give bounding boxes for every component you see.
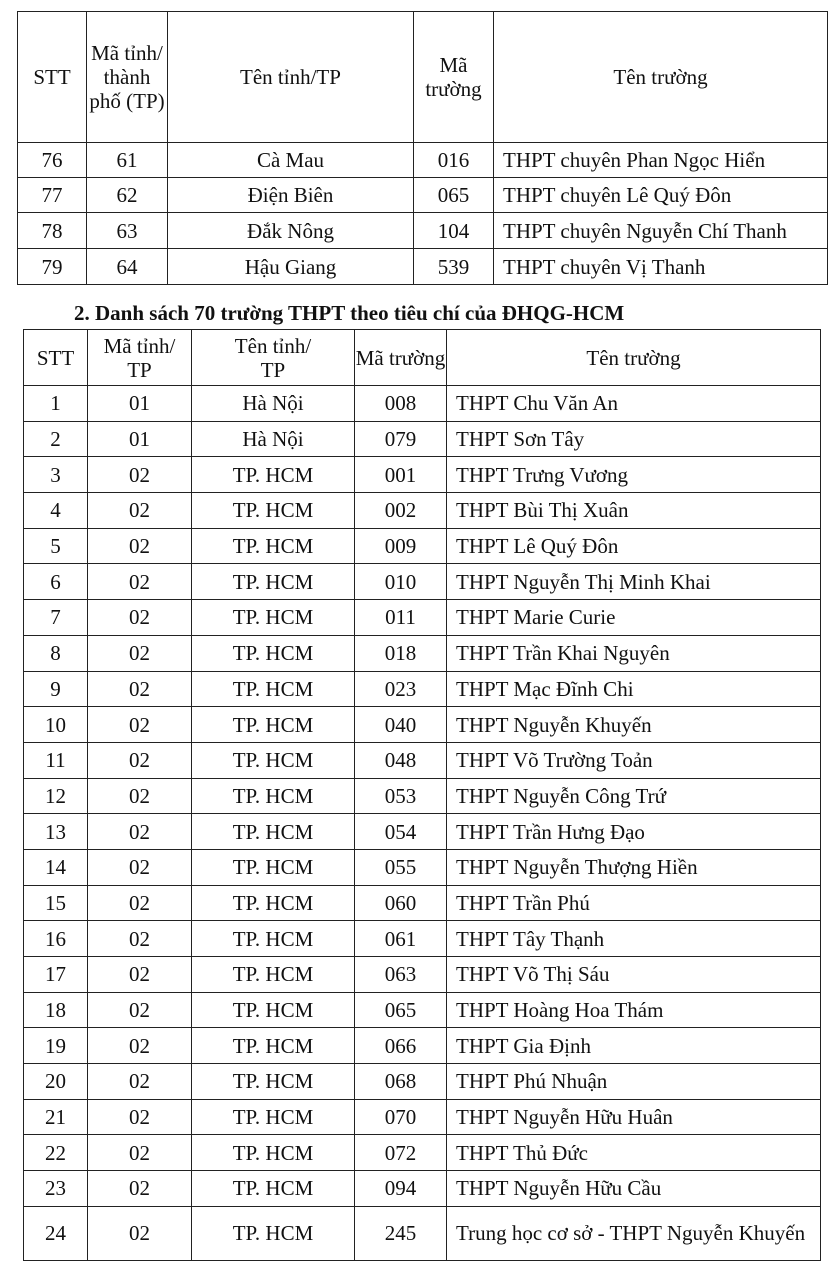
- table-row: [24, 635, 821, 671]
- school-code-cell: 009: [355, 528, 447, 564]
- table-row: [24, 671, 821, 707]
- stt-cell: 13: [24, 814, 88, 850]
- province-name-cell: TP. HCM: [192, 1028, 355, 1064]
- table-row: [18, 213, 828, 249]
- school-name-cell: THPT Phú Nhuận: [447, 1064, 821, 1100]
- table-row: [24, 885, 821, 921]
- stt-cell: 16: [24, 921, 88, 957]
- school-name-cell: THPT Bùi Thị Xuân: [447, 493, 821, 529]
- school-name-cell: THPT Nguyễn Thượng Hiền: [447, 849, 821, 885]
- province-name-cell: TP. HCM: [192, 457, 355, 493]
- table-row: [24, 778, 821, 814]
- province-code-cell: 02: [88, 528, 192, 564]
- province-name-cell: TP. HCM: [192, 742, 355, 778]
- table-row: [24, 528, 821, 564]
- school-name-cell: Trung học cơ sở - THPT Nguyễn Khuyến: [447, 1206, 821, 1260]
- stt-cell: 1: [24, 386, 88, 422]
- school-code-cell: 065: [414, 178, 494, 213]
- school-name-cell: THPT Trần Phú: [447, 885, 821, 921]
- province-code-cell: 02: [88, 957, 192, 993]
- table-row: [18, 178, 828, 213]
- school-name-cell: THPT Marie Curie: [447, 600, 821, 636]
- header-province-name: Tên tỉnh/ TP: [192, 330, 355, 386]
- school-name-cell: THPT Lê Quý Đôn: [447, 528, 821, 564]
- school-name-cell: THPT Võ Thị Sáu: [447, 957, 821, 993]
- school-code-cell: 061: [355, 921, 447, 957]
- province-code-cell: 02: [88, 493, 192, 529]
- school-name-cell: THPT Thủ Đức: [447, 1135, 821, 1171]
- province-code-cell: 61: [87, 143, 168, 178]
- table-row: [24, 421, 821, 457]
- school-name-cell: THPT Võ Trường Toản: [447, 742, 821, 778]
- school-name-cell: THPT Gia Định: [447, 1028, 821, 1064]
- province-name-cell: TP. HCM: [192, 1171, 355, 1207]
- table-row: [24, 742, 821, 778]
- school-name-cell: THPT Sơn Tây: [447, 421, 821, 457]
- province-name-cell: TP. HCM: [192, 885, 355, 921]
- province-name-cell: TP. HCM: [192, 600, 355, 636]
- school-code-cell: 104: [414, 213, 494, 249]
- school-code-cell: 079: [355, 421, 447, 457]
- school-code-cell: 023: [355, 671, 447, 707]
- stt-cell: 7: [24, 600, 88, 636]
- table-row: [24, 457, 821, 493]
- province-name-cell: TP. HCM: [192, 493, 355, 529]
- province-name-cell: TP. HCM: [192, 635, 355, 671]
- province-name-cell: Hậu Giang: [168, 249, 414, 285]
- province-code-cell: 02: [88, 707, 192, 743]
- school-name-cell: THPT Tây Thạnh: [447, 921, 821, 957]
- province-code-cell: 02: [88, 671, 192, 707]
- school-code-cell: 070: [355, 1099, 447, 1135]
- province-code-cell: 02: [88, 849, 192, 885]
- province-code-cell: 02: [88, 885, 192, 921]
- province-name-cell: TP. HCM: [192, 957, 355, 993]
- province-name-cell: TP. HCM: [192, 564, 355, 600]
- stt-cell: 2: [24, 421, 88, 457]
- stt-cell: 8: [24, 635, 88, 671]
- province-code-cell: 02: [88, 814, 192, 850]
- table-row: [24, 600, 821, 636]
- header-school-code: Mã trường: [355, 330, 447, 386]
- table-header-row: [24, 330, 821, 386]
- school-code-cell: 072: [355, 1135, 447, 1171]
- school-code-cell: 063: [355, 957, 447, 993]
- header-province-code: Mã tỉnh/ TP: [88, 330, 192, 386]
- province-name-cell: TP. HCM: [192, 778, 355, 814]
- school-code-cell: 001: [355, 457, 447, 493]
- header-stt: STT: [24, 330, 88, 386]
- stt-cell: 21: [24, 1099, 88, 1135]
- school-name-cell: THPT Chu Văn An: [447, 386, 821, 422]
- stt-cell: 10: [24, 707, 88, 743]
- stt-cell: 17: [24, 957, 88, 993]
- school-name-cell: THPT chuyên Phan Ngọc Hiển: [494, 143, 828, 178]
- province-code-cell: 01: [88, 386, 192, 422]
- school-name-cell: THPT chuyên Nguyễn Chí Thanh: [494, 213, 828, 249]
- province-name-cell: TP. HCM: [192, 992, 355, 1028]
- school-code-cell: 016: [414, 143, 494, 178]
- stt-cell: 4: [24, 493, 88, 529]
- stt-cell: 77: [18, 178, 87, 213]
- stt-cell: 20: [24, 1064, 88, 1100]
- province-code-cell: 02: [88, 564, 192, 600]
- province-name-cell: TP. HCM: [192, 814, 355, 850]
- province-name-cell: TP. HCM: [192, 528, 355, 564]
- school-name-cell: THPT Trần Khai Nguyên: [447, 635, 821, 671]
- province-name-cell: Đắk Nông: [168, 213, 414, 249]
- school-name-cell: THPT Mạc Đĩnh Chi: [447, 671, 821, 707]
- header-province-name: Tên tỉnh/TP: [168, 12, 414, 143]
- stt-cell: 12: [24, 778, 88, 814]
- province-name-cell: Điện Biên: [168, 178, 414, 213]
- table-row: [24, 1028, 821, 1064]
- school-code-cell: 245: [355, 1206, 447, 1260]
- table-row: [24, 1171, 821, 1207]
- stt-cell: 6: [24, 564, 88, 600]
- stt-cell: 24: [24, 1206, 88, 1260]
- stt-cell: 23: [24, 1171, 88, 1207]
- table-row: [24, 957, 821, 993]
- table-row: [24, 564, 821, 600]
- school-code-cell: 054: [355, 814, 447, 850]
- school-code-cell: 010: [355, 564, 447, 600]
- vnu-hcm-schools-table: [23, 329, 821, 1261]
- header-province-code: Mã tỉnh/ thành phố (TP): [87, 12, 168, 143]
- province-code-cell: 02: [88, 992, 192, 1028]
- school-name-cell: THPT Nguyễn Công Trứ: [447, 778, 821, 814]
- province-code-cell: 02: [88, 921, 192, 957]
- province-code-cell: 02: [88, 742, 192, 778]
- stt-cell: 14: [24, 849, 88, 885]
- school-name-cell: THPT Nguyễn Hữu Cầu: [447, 1171, 821, 1207]
- province-name-cell: TP. HCM: [192, 1099, 355, 1135]
- province-code-cell: 02: [88, 457, 192, 493]
- province-code-cell: 02: [88, 1064, 192, 1100]
- stt-cell: 11: [24, 742, 88, 778]
- table-row: [24, 707, 821, 743]
- table-row: [24, 814, 821, 850]
- school-name-cell: THPT Trưng Vương: [447, 457, 821, 493]
- school-code-cell: 008: [355, 386, 447, 422]
- province-code-cell: 02: [88, 1028, 192, 1064]
- province-name-cell: TP. HCM: [192, 921, 355, 957]
- school-name-cell: THPT Nguyễn Hữu Huân: [447, 1099, 821, 1135]
- table-row: [24, 386, 821, 422]
- table-row: [24, 493, 821, 529]
- school-name-cell: THPT chuyên Lê Quý Đôn: [494, 178, 828, 213]
- header-school-name: Tên trường: [494, 12, 828, 143]
- table-row: [24, 849, 821, 885]
- province-name-cell: TP. HCM: [192, 707, 355, 743]
- school-code-cell: 539: [414, 249, 494, 285]
- province-code-cell: 02: [88, 1206, 192, 1260]
- stt-cell: 15: [24, 885, 88, 921]
- province-code-cell: 02: [88, 600, 192, 636]
- table-row: [24, 1206, 821, 1260]
- stt-cell: 18: [24, 992, 88, 1028]
- stt-cell: 78: [18, 213, 87, 249]
- school-code-cell: 018: [355, 635, 447, 671]
- school-code-cell: 066: [355, 1028, 447, 1064]
- header-school-code: Mã trường: [414, 12, 494, 143]
- school-code-cell: 002: [355, 493, 447, 529]
- school-code-cell: 065: [355, 992, 447, 1028]
- school-code-cell: 060: [355, 885, 447, 921]
- province-name-cell: TP. HCM: [192, 671, 355, 707]
- table-row: [18, 249, 828, 285]
- school-name-cell: THPT chuyên Vị Thanh: [494, 249, 828, 285]
- province-code-cell: 02: [88, 1171, 192, 1207]
- school-code-cell: 055: [355, 849, 447, 885]
- school-code-cell: 094: [355, 1171, 447, 1207]
- province-code-cell: 02: [88, 1135, 192, 1171]
- school-name-cell: THPT Trần Hưng Đạo: [447, 814, 821, 850]
- stt-cell: 5: [24, 528, 88, 564]
- province-code-cell: 62: [87, 178, 168, 213]
- province-code-cell: 01: [88, 421, 192, 457]
- stt-cell: 76: [18, 143, 87, 178]
- school-code-cell: 068: [355, 1064, 447, 1100]
- province-name-cell: Hà Nội: [192, 386, 355, 422]
- school-code-cell: 011: [355, 600, 447, 636]
- table-row: [18, 143, 828, 178]
- province-name-cell: TP. HCM: [192, 849, 355, 885]
- school-name-cell: THPT Hoàng Hoa Thám: [447, 992, 821, 1028]
- province-code-cell: 64: [87, 249, 168, 285]
- province-name-cell: TP. HCM: [192, 1135, 355, 1171]
- province-name-cell: Cà Mau: [168, 143, 414, 178]
- header-school-name: Tên trường: [447, 330, 821, 386]
- table-row: [24, 1099, 821, 1135]
- stt-cell: 22: [24, 1135, 88, 1171]
- stt-cell: 19: [24, 1028, 88, 1064]
- specialized-schools-table: [17, 11, 828, 285]
- province-name-cell: Hà Nội: [192, 421, 355, 457]
- table-row: [24, 992, 821, 1028]
- province-name-cell: TP. HCM: [192, 1206, 355, 1260]
- school-code-cell: 053: [355, 778, 447, 814]
- province-code-cell: 02: [88, 635, 192, 671]
- section-heading: 2. Danh sách 70 trường THPT theo tiêu chí của ĐHQG-HCM: [74, 301, 625, 325]
- stt-cell: 9: [24, 671, 88, 707]
- province-code-cell: 02: [88, 778, 192, 814]
- school-name-cell: THPT Nguyễn Khuyến: [447, 707, 821, 743]
- province-name-cell: TP. HCM: [192, 1064, 355, 1100]
- school-code-cell: 048: [355, 742, 447, 778]
- table-row: [24, 1064, 821, 1100]
- province-code-cell: 02: [88, 1099, 192, 1135]
- table-row: [24, 1135, 821, 1171]
- table-row: [24, 921, 821, 957]
- school-name-cell: THPT Nguyễn Thị Minh Khai: [447, 564, 821, 600]
- header-stt: STT: [18, 12, 87, 143]
- school-code-cell: 040: [355, 707, 447, 743]
- stt-cell: 79: [18, 249, 87, 285]
- table-header-row: [18, 12, 828, 143]
- province-code-cell: 63: [87, 213, 168, 249]
- stt-cell: 3: [24, 457, 88, 493]
